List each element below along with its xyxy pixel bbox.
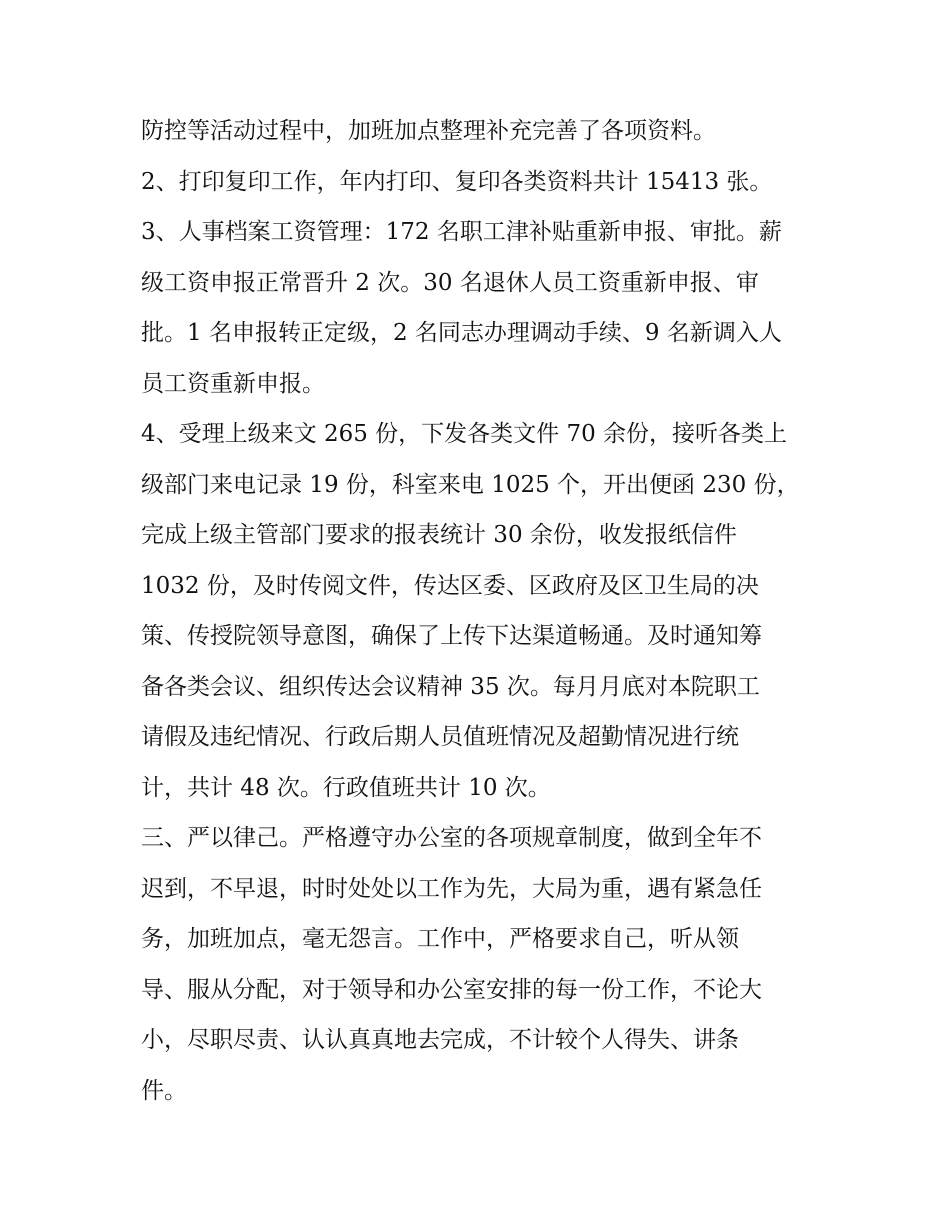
text-line: 完成上级主管部门要求的报表统计 30 余份，收发报纸信件 [141,522,737,548]
text-line: 级工资申报正常晋升 2 次。30 名退休人员工资重新申报、审 [141,269,759,296]
text-line: 策、传授院领导意图，确保了上传下达渠道畅通。及时通知筹 [141,623,762,649]
text-line: 3、人事档案工资管理：172 名职工津补贴重新申报、审批。薪 [141,219,782,245]
text-line: 件。 [141,1077,187,1104]
body-text [141,106,821,1116]
text-line: 请假及违纪情况、行政后期人员值班情况及超勤情况进行统 [141,724,739,750]
text-line: 1032 份，及时传阅文件，传达区委、区政府及区卫生局的决 [141,572,759,599]
text-line: 务，加班加点，毫无怨言。工作中，严格要求自己，听从领 [141,926,739,952]
text-line: 小，尽职尽责、认认真真地去完成，不计较个人得失、讲条 [141,1027,739,1053]
text-line: 4、受理上级来文 265 份，下发各类文件 70 余份，接听各类上 [141,421,788,447]
text-line: 迟到，不早退，时时处处以工作为先，大局为重，遇有紧急任 [141,875,762,902]
text-line: 备各类会议、组织传达会议精神 35 次。每月月底对本院职工 [141,673,760,700]
text-line: 防控等活动过程中，加班加点整理补充完善了各项资料。 [141,118,716,144]
text-line: 批。1 名申报转正定级，2 名同志办理调动手续、9 名新调入人 [141,320,782,346]
text-line: 计，共计 48 次。行政值班共计 10 次。 [141,774,551,801]
text-line: 级部门来电记录 19 份，科室来电 1025 个，开出便函 230 份， [141,471,800,498]
text-line: 三、严以律己。严格遵守办公室的各项规章制度，做到全年不 [141,825,762,851]
text-line: 2、打印复印工作，年内打印、复印各类资料共计 15413 张。 [141,168,773,195]
text-line: 导、服从分配，对于领导和办公室安排的每一份工作，不论大 [141,976,762,1003]
text-line: 员工资重新申报。 [141,370,325,397]
